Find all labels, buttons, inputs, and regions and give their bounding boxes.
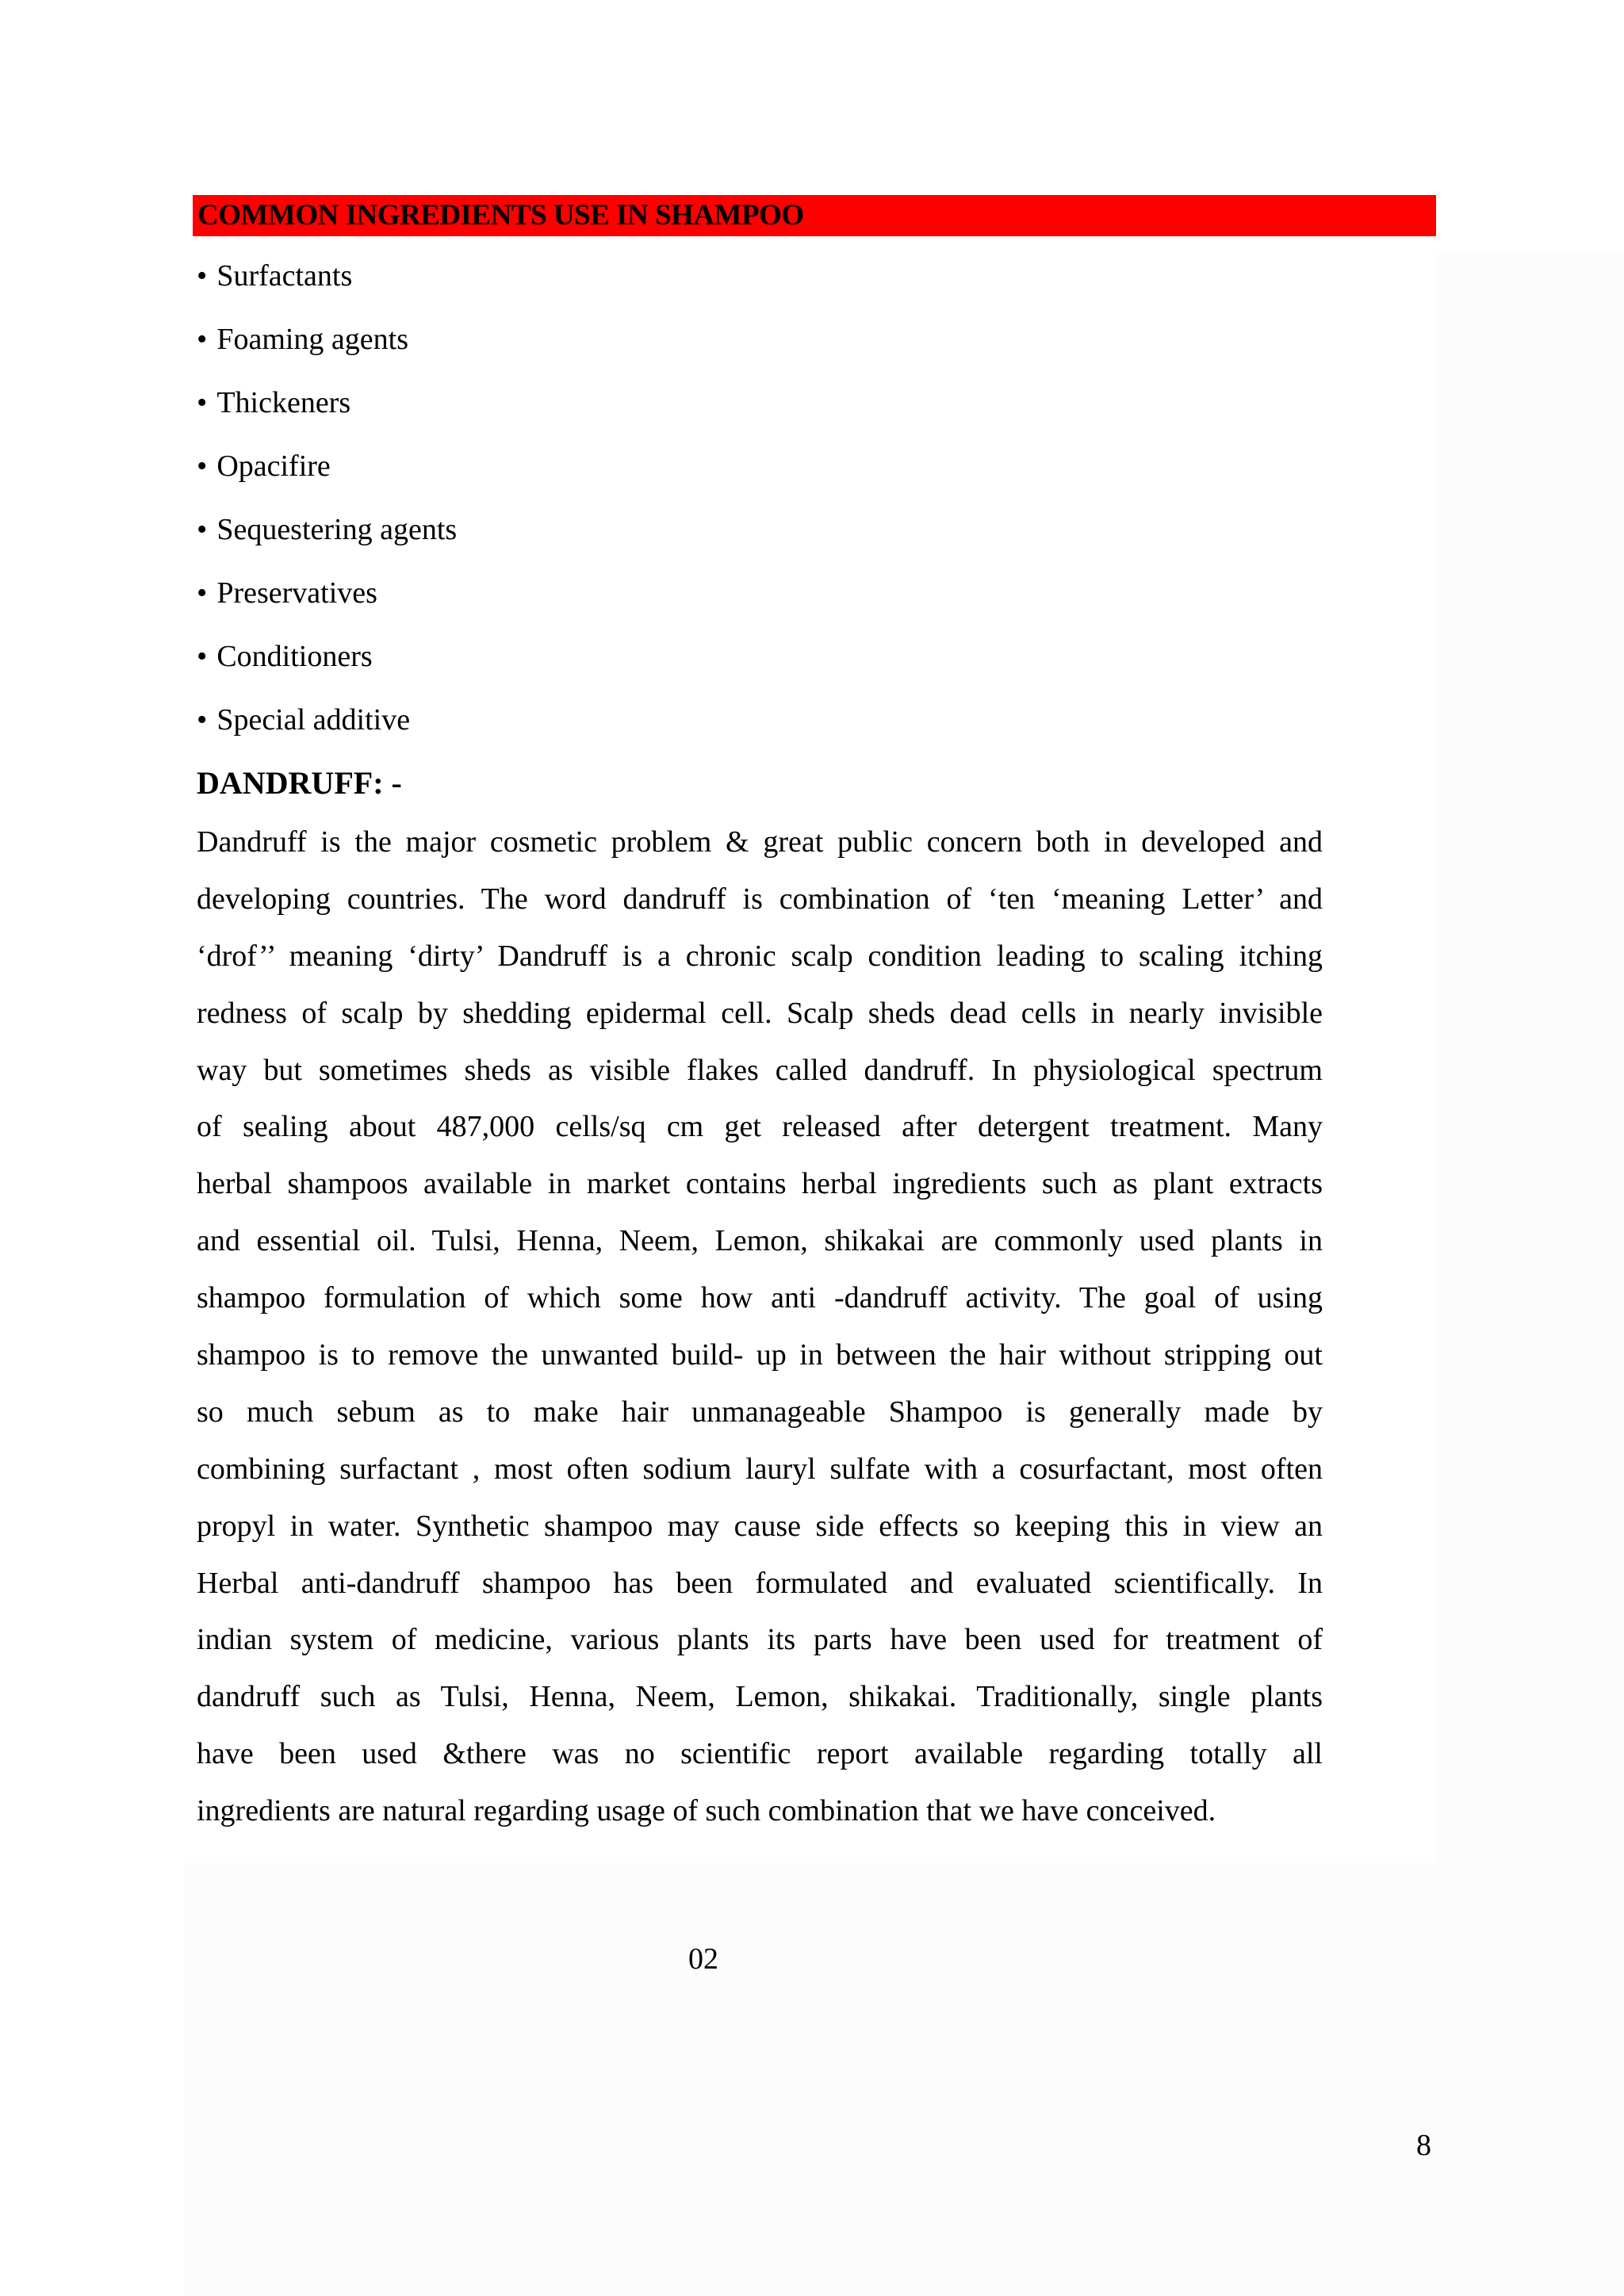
dandruff-paragraph	[197, 818, 1323, 1844]
bullet-icon: •	[197, 323, 208, 356]
list-item	[197, 379, 457, 442]
list-item-label: Foaming agents	[216, 323, 409, 356]
paragraph-line: combining surfactant , most often sodium lauryl sulfate with a cosurfactant, most often	[197, 1452, 1323, 1486]
list-item	[197, 633, 457, 696]
paragraph-line: herbal shampoos available in market contains herbal ingredients such as plant extracts	[197, 1167, 1323, 1201]
list-item-label: Preservatives	[216, 576, 377, 610]
corner-page-number: 8	[1416, 2129, 1431, 2162]
paragraph-line: indian system of medicine, various plants its parts have been used for treatment of	[197, 1623, 1323, 1657]
paragraph-line: have been used &there was no scientific report available regarding totally all	[197, 1737, 1323, 1771]
paragraph-line: Herbal anti-dandruff shampoo has been formulated and evaluated scientifically. In	[197, 1566, 1323, 1600]
paragraph-line: Dandruff is the major cosmetic problem & great public concern both in developed and	[197, 825, 1323, 859]
center-page-number: 02	[688, 1942, 718, 1976]
list-item	[197, 696, 457, 760]
paragraph-line: so much sebum as to make hair unmanageable Shampoo is generally made by	[197, 1395, 1323, 1429]
list-item	[197, 569, 457, 633]
list-item-label: Thickeners	[216, 386, 351, 419]
dandruff-heading: DANDRUFF: -	[197, 765, 402, 801]
paragraph-line: shampoo formulation of which some how anti -dandruff activity. The goal of using	[197, 1281, 1323, 1315]
paragraph-line: developing countries. The word dandruff is combination of ‘ten ‘meaning Letter’ and	[197, 882, 1323, 916]
paragraph-line: of sealing about 487,000 cells/sq cm get released after detergent treatment. Many	[197, 1110, 1323, 1144]
list-item	[197, 252, 457, 316]
bullet-icon: •	[197, 450, 208, 483]
page-shading-bottom	[184, 1863, 1624, 2296]
list-item-label: Surfactants	[216, 259, 353, 293]
paragraph-line: shampoo is to remove the unwanted build- up in between the hair without stripping out	[197, 1338, 1323, 1372]
list-item-label: Opacifire	[216, 450, 331, 483]
bullet-icon: •	[197, 640, 208, 673]
bullet-icon: •	[197, 386, 208, 419]
list-item	[197, 316, 457, 379]
paragraph-line: way but sometimes sheds as visible flakes called dandruff. In physiological spectrum	[197, 1053, 1323, 1087]
bullet-icon: •	[197, 513, 208, 546]
paragraph-line: dandruff such as Tulsi, Henna, Neem, Lemon, shikakai. Traditionally, single plants	[197, 1680, 1323, 1714]
list-item-label: Sequestering agents	[216, 513, 458, 546]
ingredients-heading: COMMON INGREDIENTS USE IN SHAMPOO	[197, 199, 804, 232]
list-item	[197, 442, 457, 506]
ingredients-list	[197, 252, 457, 760]
paragraph-line: ‘drof’’ meaning ‘dirty’ Dandruff is a chronic scalp condition leading to scaling itching	[197, 939, 1323, 973]
paragraph-line: ingredients are natural regarding usage of such combination that we have conceived.	[197, 1794, 1216, 1828]
list-item-label: Special additive	[216, 703, 411, 737]
paragraph-line: and essential oil. Tulsi, Henna, Neem, Lemon, shikakai are commonly used plants in	[197, 1224, 1323, 1258]
paragraph-line: propyl in water. Synthetic shampoo may cause side effects so keeping this in view an	[197, 1509, 1323, 1543]
bullet-icon: •	[197, 259, 208, 293]
paragraph-line: redness of scalp by shedding epidermal cell. Scalp sheds dead cells in nearly invisible	[197, 996, 1323, 1030]
bullet-icon: •	[197, 576, 208, 610]
bullet-icon: •	[197, 703, 208, 737]
list-item-label: Conditioners	[216, 640, 373, 673]
list-item	[197, 506, 457, 569]
